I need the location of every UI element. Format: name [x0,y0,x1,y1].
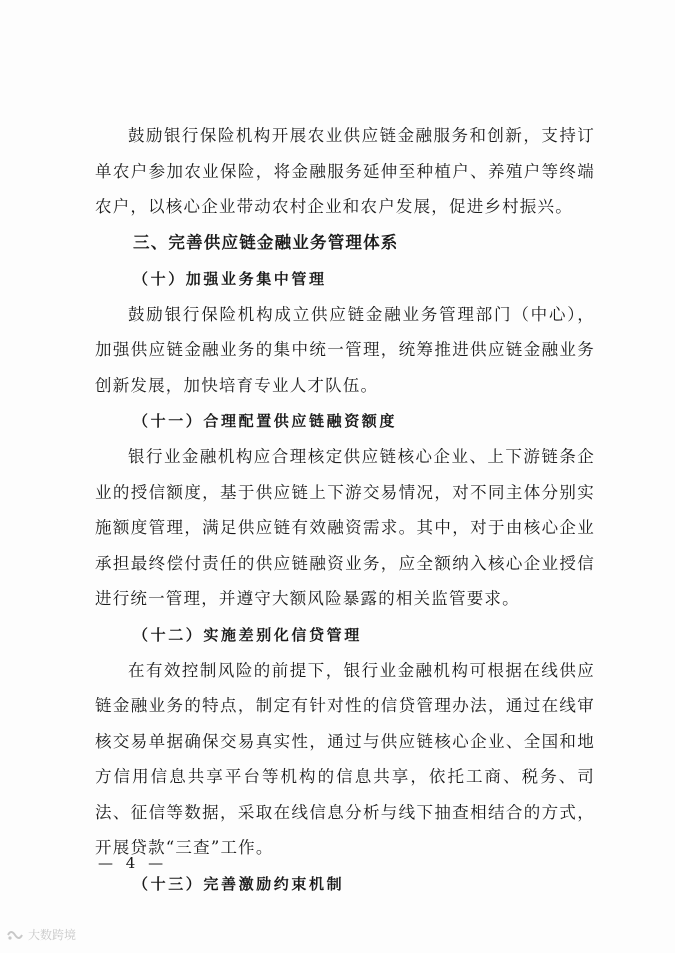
subheading-12: （十二）实施差别化信贷管理 [133,625,362,644]
document-body [95,118,595,902]
paragraph-10: 鼓励银行保险机构成立供应链金融业务管理部门（中心），加强供应链金融业务的集中统一管理，统筹推进供应链金融业务创新发展，加快培育专业人才队伍。 [95,304,595,395]
subheading-13: （十三）完善激励约束机制 [133,874,345,893]
page-number: — 4 — [98,854,168,872]
section-heading-3: 三、完善供应链金融业务管理体系 [133,232,399,252]
watermark-text: 大数跨境 [28,928,77,942]
paragraph-12: 在有效控制风险的前提下，银行业金融机构可根据在线供应链金融业务的特点，制定有针对性的信贷管理办法，通过在线审核交易单据确保交易真实性，通过与供应链核心企业、全国和地方信用信息共享平台等机构的信息共享，依托工商、税务、司法、征信等数据，采取在线信息分析与线下抽查相结合的方式，开展贷款“三查”工作。 [95,660,595,857]
watermark [6,926,76,943]
paragraph-rural-finance: 鼓励银行保险机构开展农业供应链金融服务和创新，支持订单农户参加农业保险，将金融服务延伸至种植户、养殖户等终端农户，以核心企业带动农村企业和农户发展，促进乡村振兴。 [95,126,595,216]
paragraph-11: 银行业金融机构应合理核定供应链核心企业、上下游链条企业的授信额度，基于供应链上下游交易情况，对不同主体分别实施额度管理，满足供应链有效融资需求。其中，对于由核心企业承担最终偿付责任的供应链融资业务，应全额纳入核心企业授信进行统一管理，并遵守大额风险暴露的相关监管要求。 [95,447,595,608]
subheading-10: （十）加强业务集中管理 [133,269,327,288]
brand-logo-icon [6,928,24,942]
subheading-11: （十一）合理配置供应链融资额度 [133,412,398,430]
